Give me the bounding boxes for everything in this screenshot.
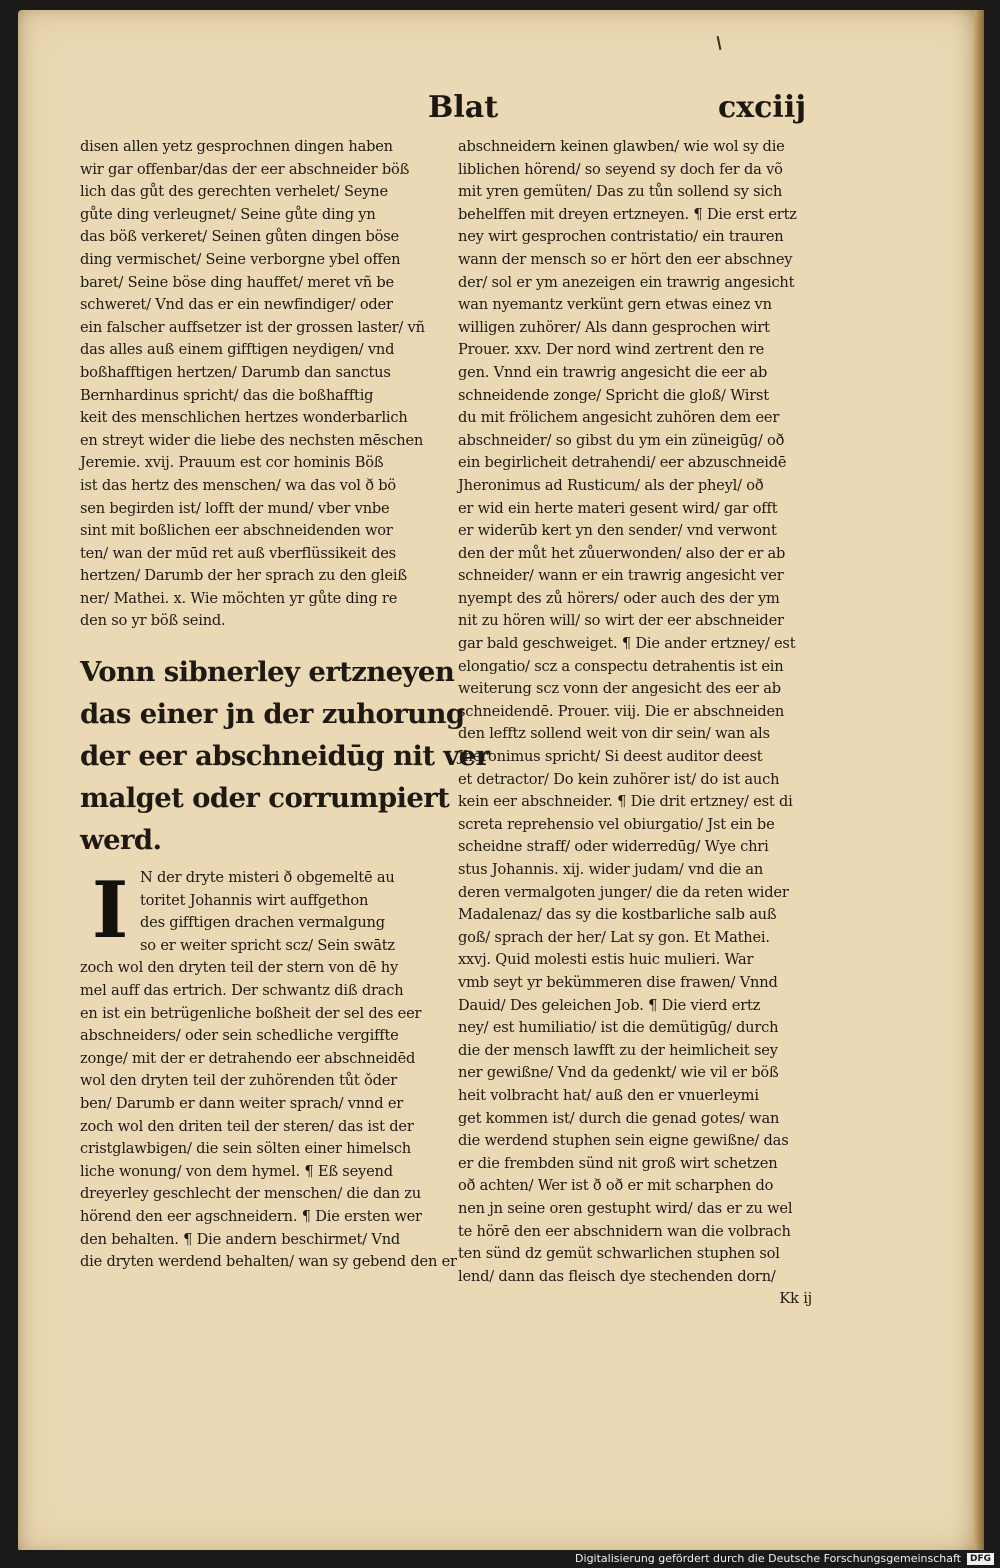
left-column (80, 136, 490, 1274)
page-edge (974, 10, 984, 1552)
right-column-text (458, 136, 828, 1288)
text-line: den so yr böß seind. (80, 612, 226, 630)
running-title: Blat (428, 90, 499, 125)
text-line: liche wonung/ von dem hymel. ¶ Eß seyend (80, 1162, 393, 1180)
text-line: ner/ Mathei. x. Wie möchten yr gůte ding re (80, 589, 398, 607)
text-line: ist das hertz des menschen/ wa das vol ð bö (80, 476, 396, 494)
text-line: mel auff das ertrich. Der schwantz diß drach (80, 982, 404, 1000)
text-line: willigen zuhörer/ Als dann gesprochen wirt (458, 318, 770, 336)
text-line: die werdend stuphen sein eigne gewißne/ das (458, 1132, 789, 1150)
text-line: liblichen hörend/ so seyend sy doch fer da võ (458, 160, 783, 178)
text-line: elongatio/ scz a conspectu detrahentis ist ein (458, 657, 784, 675)
text-line: ein falscher auffsetzer ist der grossen laster/ vñ (80, 318, 425, 336)
text-line: zonge/ mit der er detrahendo eer abschneidēd (80, 1049, 416, 1067)
text-line: ney/ est humiliatio/ ist die demütigūg/ durch (458, 1019, 779, 1037)
text-line: der/ sol er ym anezeigen ein trawrig angesicht (458, 273, 795, 291)
text-line: goß/ sprach der her/ Lat sy gon. Et Mathei. (458, 928, 770, 946)
text-line: wir gar offenbar/das der eer abschneider böß (80, 160, 410, 178)
text-line: Dauid/ Des geleichen Job. ¶ Die vierd ertz (458, 996, 761, 1014)
text-line: das alles auß einem gifftigen neydigen/ vnd (80, 341, 395, 359)
text-line: das einer jn der zuhorung (80, 698, 465, 731)
text-line: wann der mensch so er hört den eer abschney (458, 250, 793, 268)
text-line: baret/ Seine böse ding hauffet/ meret vñ be (80, 273, 394, 291)
text-line: gar bald geschweiget. ¶ Die ander ertzney/ est (458, 635, 796, 653)
text-line: werd. (80, 824, 162, 857)
text-line: lich das gůt des gerechten verhelet/ Seyne (80, 183, 388, 201)
text-line: sen begirden ist/ lofft der mund/ vber vnbe (80, 499, 390, 517)
digitization-footer (0, 1550, 1000, 1568)
text-line: cristglawbigen/ die sein sölten einer himelsch (80, 1140, 411, 1158)
text-line: behelffen mit dreyen ertzneyen. ¶ Die erst ertz (458, 205, 797, 223)
text-line: abschneiders/ oder sein schedliche vergiffte (80, 1027, 399, 1045)
text-line: schneidende zonge/ Spricht die gloß/ Wirst (458, 386, 769, 404)
text-line: deren vermalgoten junger/ die da reten wider (458, 883, 789, 901)
text-line: abschneider/ so gibst du ym ein züneigūg/ oð (458, 431, 785, 449)
text-line: den der můt het zůuerwonden/ also der er ab (458, 544, 786, 562)
right-column (458, 136, 828, 1311)
page-header (18, 90, 984, 130)
book-page (18, 10, 984, 1552)
footer-credit: Digitalisierung gefördert durch die Deutsche Forschungsgemeinschaft (575, 1552, 961, 1565)
text-line: er wid ein herte materi gesent wird/ gar offt (458, 499, 778, 517)
text-line: en streyt wider die liebe des nechsten mēschen (80, 431, 424, 449)
dfg-logo: DFG (967, 1553, 994, 1565)
text-line: heit volbracht hat/ auß den er vnuerleymi (458, 1086, 759, 1104)
text-line: Bernhardinus spricht/ das die boßhafftig (80, 386, 374, 404)
text-line: ten sünd dz gemüt schwarlichen stuphen sol (458, 1245, 780, 1263)
text-line: N der dryte misteri ð obgemeltē au (140, 869, 395, 887)
text-line: den lefftz sollend weit von dir sein/ wan als (458, 725, 770, 743)
text-line: nyempt des zů hörers/ oder auch des der ym (458, 589, 780, 607)
text-line: disen allen yetz gesprochnen dingen haben (80, 138, 393, 155)
text-line: scheidne straff/ oder widerredūg/ Wye chri (458, 838, 769, 856)
text-line: toritet Johannis wirt auffgethon (140, 891, 369, 909)
text-line: Vonn sibnerley ertzneyen (80, 656, 455, 689)
text-line: stus Johannis. xij. wider judam/ vnd die an (458, 861, 764, 878)
folio-number: cxciij (718, 90, 807, 125)
text-line: ner gewißne/ Vnd da gedenkt/ wie vil er böß (458, 1064, 779, 1082)
text-line: hörend den eer agschneidern. ¶ Die ersten wer (80, 1207, 422, 1225)
text-line: so er weiter spricht scz/ Sein swātz (140, 936, 395, 954)
text-line: vmb seyt yr bekümmeren dise frawen/ Vnnd (458, 973, 778, 991)
text-line: get kommen ist/ durch die genad gotes/ wan (458, 1109, 780, 1127)
drop-initial: I (91, 865, 129, 957)
text-line: boßhafftigen hertzen/ Darumb dan sanctus (80, 363, 391, 381)
text-line: ten/ wan der mūd ret auß vberflüssikeit des (80, 544, 396, 562)
text-line: ein begirlicheit detrahendi/ eer abzuschneidē (458, 454, 787, 472)
text-line: abschneidern keinen glawben/ wie wol sy die (458, 138, 785, 155)
text-line: ding vermischet/ Seine verborgne ybel offen (80, 250, 401, 268)
text-line: weiterung scz vonn der angesicht des eer ab (458, 680, 781, 698)
signature-mark: Kk ij (779, 1290, 812, 1308)
text-line: ney wirt gesprochen contristatio/ ein trauren (458, 228, 784, 246)
ink-speck (717, 36, 722, 50)
text-line: schneider/ wann er ein trawrig angesicht ver (458, 567, 784, 585)
text-line: zoch wol den driten teil der steren/ das ist der (80, 1117, 414, 1135)
text-line: des gifftigen drachen vermalgung (140, 914, 385, 932)
chapter-body-text (80, 867, 457, 1274)
text-line: er die frembden sünd nit groß wirt schetzen (458, 1154, 778, 1172)
chapter-heading (80, 651, 490, 861)
text-line: wol den dryten teil der zuhörenden tůt ǒder (80, 1072, 397, 1090)
text-line: schneidendē. Prouer. viij. Die er abschneiden (458, 702, 785, 720)
text-line: den behalten. ¶ Die andern beschirmet/ Vnd (80, 1230, 401, 1248)
left-column-text (80, 136, 442, 633)
text-line: nit zu hören will/ so wirt der eer abschneider (458, 612, 784, 630)
text-line: mit yren gemüten/ Das zu tůn sollend sy sich (458, 183, 783, 201)
text-line: sint mit boßlichen eer abschneidenden wor (80, 522, 393, 540)
text-line: dreyerley geschlecht der menschen/ die dan zu (80, 1185, 421, 1203)
text-line: gen. Vnnd ein trawrig angesicht die eer ab (458, 363, 768, 381)
text-line: xxvj. Quid molesti estis huic mulieri. War (458, 951, 754, 969)
text-line: te hörē den eer abschnidern wan die volbrach (458, 1222, 791, 1240)
text-line: keit des menschlichen hertzes wonderbarlich (80, 409, 408, 427)
text-line: lend/ dann das fleisch dye stechenden dorn/ (458, 1267, 776, 1285)
text-line: schweret/ Vnd das er ein newfindiger/ oder (80, 296, 393, 314)
text-line: Jheronimus spricht/ Si deest auditor deest (458, 748, 763, 766)
text-line: wan nyemantz verkünt gern etwas einez vn (458, 296, 772, 314)
text-line: das böß verkeret/ Seinen gůten dingen böse (80, 228, 399, 246)
text-line: kein eer abschneider. ¶ Die drit ertzney/ est di (458, 793, 793, 811)
text-line: die der mensch lawfft zu der heimlicheit sey (458, 1041, 778, 1059)
text-line: Prouer. xxv. Der nord wind zertrent den re (458, 341, 765, 359)
text-line: Jeremie. xvij. Prauum est cor hominis Böß (80, 454, 384, 472)
text-line: malget oder corrumpiert (80, 782, 450, 815)
text-line: en ist ein betrügenliche boßheit der sel des eer (80, 1004, 422, 1022)
text-line: Jheronimus ad Rusticum/ als der pheyl/ oð (458, 476, 764, 494)
text-line: et detractor/ Do kein zuhörer ist/ do ist auch (458, 770, 780, 788)
chapter-body (80, 865, 457, 1274)
text-line: Madalenaz/ das sy die kostbarliche salb auß (458, 906, 777, 924)
text-line: screta reprehensio vel obiurgatio/ Jst ein be (458, 815, 775, 833)
text-line: oð achten/ Wer ist ð oð er mit scharphen do (458, 1177, 774, 1195)
text-line: die dryten werdend behalten/ wan sy gebend den er (80, 1253, 457, 1271)
text-line: der eer abschneidūg nit ver (80, 740, 490, 773)
text-line: du mit frölichem angesicht zuhören dem eer (458, 409, 780, 427)
text-line: er widerūb kert yn den sender/ vnd verwont (458, 522, 777, 540)
text-line: hertzen/ Darumb der her sprach zu den gleiß (80, 567, 407, 585)
text-line: gůte ding verleugnet/ Seine gůte ding yn (80, 205, 376, 223)
text-line: nen jn seine oren gestupht wird/ das er zu wel (458, 1199, 793, 1217)
text-line: ben/ Darumb er dann weiter sprach/ vnnd er (80, 1095, 404, 1112)
text-line: zoch wol den dryten teil der stern von dē hy (80, 959, 398, 977)
